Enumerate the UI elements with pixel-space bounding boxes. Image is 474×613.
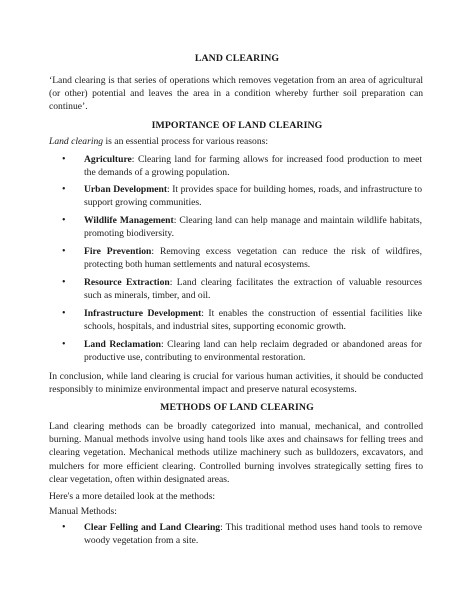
bullet-icon: • — [62, 522, 66, 533]
bullet-icon: • — [62, 246, 66, 257]
bullet-term: Resource Extraction — [84, 277, 170, 288]
definition-paragraph: ‘Land clearing is that series of operations which removes vegetation from an area of agricultural (or other) potential and leaves the area in a condition whereby further soil preparation can continue’. — [49, 75, 423, 113]
bullet-text: : Clearing land for farming allows for increased food production to meet the demands of a growing population. — [84, 154, 422, 179]
bullet-text: : It provides space for building homes, roads, and infrastructure to support growing communities. — [84, 184, 422, 209]
page-title: LAND CLEARING — [194, 53, 280, 64]
bullet-icon: • — [62, 277, 66, 288]
bullet-icon: • — [62, 308, 66, 319]
importance-intro — [49, 135, 423, 148]
bullet-term: Clear Felling and Land Clearing — [84, 522, 221, 533]
methods-detail-intro: Here's a more detailed look at the methods: — [49, 491, 216, 502]
bullet-text: : Land clearing facilitates the extraction of valuable resources such as minerals, timber, and oil. — [84, 277, 422, 302]
bullet-term: Infrastructure Development — [84, 308, 202, 319]
bullet-text: : Removing excess vegetation can reduce the risk of wildfires, protecting both human settlements and natural ecosystems. — [84, 246, 423, 271]
bullet-icon: • — [62, 215, 66, 226]
manual-methods-label: Manual Methods: — [49, 506, 117, 517]
bullet-icon: • — [62, 184, 66, 195]
conclusion-paragraph: In conclusion, while land clearing is crucial for various human activities, it should be conducted responsibly to minimize environmental impact and preserve natural ecosystems. — [49, 371, 423, 396]
bullet-term: Urban Development — [84, 184, 168, 195]
bullet-text: : Clearing land can help manage and maintain wildlife habitats, promoting biodiversity. — [84, 215, 422, 240]
bullet-text: : Clearing land can help reclaim degraded or abandoned areas for productive use, contributing to environmental restoration. — [84, 339, 422, 364]
bullet-term: Agriculture — [84, 154, 132, 165]
bullet-icon: • — [62, 339, 66, 350]
methods-heading: METHODS OF LAND CLEARING — [160, 402, 314, 413]
methods-paragraph: Land clearing methods can be broadly categorized into manual, mechanical, and controlled burning. Manual methods involve using hand tools like axes and chainsaws for felling trees and clearing vegetation. Mechanical methods utilize machinery such as bulldozers, excavators, and mulchers for more efficient clearing. Controlled burning involves strategically setting fires to clear vegetation, often within designated areas. — [49, 421, 423, 485]
importance-heading: IMPORTANCE OF LAND CLEARING — [151, 120, 323, 131]
bullet-icon: • — [62, 154, 66, 165]
bullet-text: : It enables the construction of essential facilities like schools, hospitals, and industrial sites, supporting economic growth. — [84, 308, 422, 333]
importance-intro-term: Land clearing — [49, 136, 104, 147]
bullet-text: : This traditional method uses hand tools to remove woody vegetation from a site. — [84, 522, 422, 547]
bullet-term: Wildlife Management — [84, 215, 174, 226]
bullet-term: Fire Prevention — [84, 246, 152, 257]
importance-intro-text: is an essential process for various reasons: — [103, 136, 269, 147]
bullet-term: Land Reclamation — [84, 339, 162, 350]
